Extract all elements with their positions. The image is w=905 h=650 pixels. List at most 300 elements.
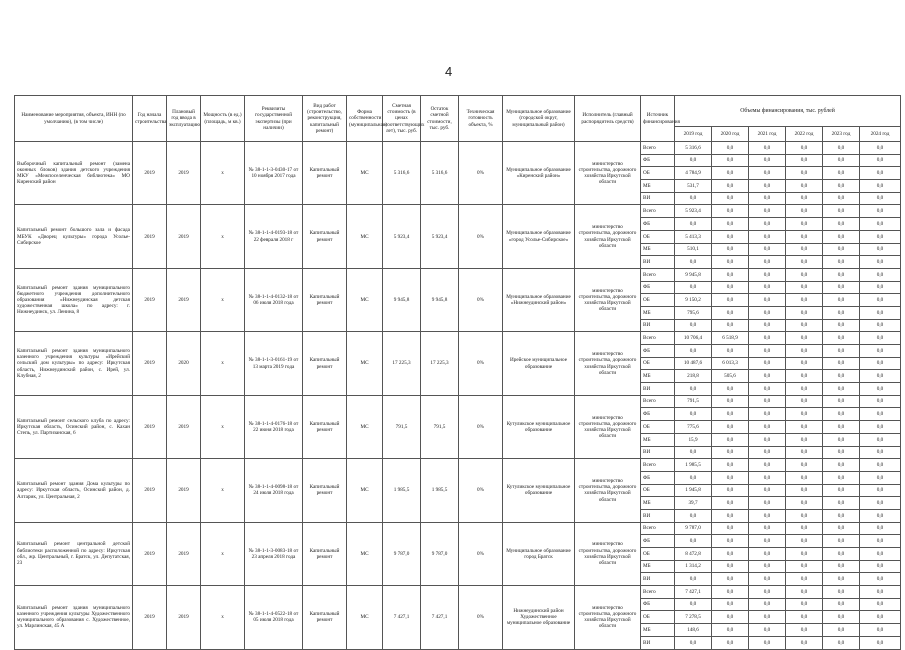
cell-source-label: ОБ <box>641 167 675 180</box>
cell-source-label: ФБ <box>641 154 675 167</box>
cell-amount: 0,0 <box>823 370 860 383</box>
cell-amount: 0,0 <box>786 154 823 167</box>
cell-amount: 0,0 <box>749 573 786 586</box>
cell-amount: 0,0 <box>860 548 901 561</box>
cell-work: Капитальный ремонт <box>303 205 347 268</box>
cell-amount: 0,0 <box>749 509 786 522</box>
cell-ready: 0% <box>459 142 503 205</box>
cell-source-label: ОБ <box>641 357 675 370</box>
cell-amount: 0,0 <box>749 319 786 332</box>
cell-amount: 0,0 <box>860 471 901 484</box>
cell-work: Капитальный ремонт <box>303 268 347 331</box>
cell-source-label: ОБ <box>641 230 675 243</box>
cell-amount: 0,0 <box>786 332 823 345</box>
cell-amount: 0,0 <box>823 218 860 231</box>
cell-amount: 0,0 <box>786 636 823 649</box>
cell-amount: 0,0 <box>823 636 860 649</box>
cell-amount: 0,0 <box>860 205 901 218</box>
cell-source-label: ФБ <box>641 408 675 421</box>
object-row <box>15 205 901 218</box>
object-row <box>15 332 901 345</box>
cell-amount: 0,0 <box>860 636 901 649</box>
cell-ready: 0% <box>459 395 503 458</box>
cell-name: Капитальный ремонт здания муниципального бюджетного учреждения дополнительного образования «Нижнеудинская детская художественная школа» по адресу: г. Нижнеудинск, ул. Ленина, 8 <box>15 268 133 331</box>
cell-end: 2019 <box>167 205 201 268</box>
cell-amount: 0,0 <box>786 560 823 573</box>
cell-amount: 0,0 <box>749 230 786 243</box>
cell-amount: 0,0 <box>712 509 749 522</box>
cell-amount: 0,0 <box>749 180 786 193</box>
cell-mun: Кутуликское муниципальное образование <box>503 459 575 522</box>
cell-amount: 0,0 <box>786 294 823 307</box>
cell-own: МС <box>347 268 383 331</box>
cell-cost: 7 427,1 <box>383 586 421 649</box>
object-row <box>15 268 901 281</box>
cell-exec: министерство строительства, дорожного хозяйства Иркутской области <box>575 268 641 331</box>
cell-amount: 0,0 <box>860 408 901 421</box>
cell-amount: 0,0 <box>823 408 860 421</box>
col-remaining-cost: Остаток сметной стоимости, тыс. руб. <box>421 96 459 142</box>
cell-ready: 0% <box>459 522 503 585</box>
object-row <box>15 522 901 535</box>
cell-amount: 0,0 <box>712 268 749 281</box>
cell-amount: 0,0 <box>749 433 786 446</box>
cell-source-label: Всего <box>641 586 675 599</box>
cell-amount: 8 472,8 <box>675 548 712 561</box>
financing-table <box>14 95 901 650</box>
cell-work: Капитальный ремонт <box>303 459 347 522</box>
cell-amount: 0,0 <box>860 459 901 472</box>
cell-mun: Ирейское муниципальное образование <box>503 332 575 395</box>
cell-amount: 0,0 <box>860 433 901 446</box>
cell-amount: 0,0 <box>712 306 749 319</box>
cell-amount: 0,0 <box>823 611 860 624</box>
cell-amount: 0,0 <box>860 243 901 256</box>
cell-amount: 0,0 <box>749 560 786 573</box>
cell-mun: Муниципальное образование «Киренский район» <box>503 142 575 205</box>
cell-remain: 17 225,3 <box>421 332 459 395</box>
cell-remain: 9 945,8 <box>421 268 459 331</box>
cell-amount: 0,0 <box>786 586 823 599</box>
cell-own: МС <box>347 142 383 205</box>
cell-amount: 0,0 <box>823 154 860 167</box>
cell-amount: 0,0 <box>749 332 786 345</box>
cell-amount: 7 278,5 <box>675 611 712 624</box>
cell-remain: 5 923,4 <box>421 205 459 268</box>
year-header: 2024 год <box>860 127 901 142</box>
cell-amount: 0,0 <box>749 142 786 155</box>
cell-expertise: № 38-1-1-3-0430-17 от 10 ноября 2017 года <box>245 142 303 205</box>
cell-amount: 0,0 <box>823 522 860 535</box>
cell-amount: 5 316,6 <box>675 142 712 155</box>
cell-start: 2019 <box>133 142 167 205</box>
cell-expertise: № 38-1-1-4-0193-18 от 22 февраля 2018 г <box>245 205 303 268</box>
cell-amount: 0,0 <box>860 142 901 155</box>
cell-source-label: МБ <box>641 180 675 193</box>
cell-amount: 0,0 <box>675 218 712 231</box>
cell-amount: 0,0 <box>749 408 786 421</box>
cell-amount: 0,0 <box>786 167 823 180</box>
cell-amount: 0,0 <box>712 154 749 167</box>
year-header: 2023 год <box>823 127 860 142</box>
cell-amount: 0,0 <box>786 446 823 459</box>
cell-amount: 0,0 <box>749 395 786 408</box>
cell-source-label: МБ <box>641 243 675 256</box>
cell-amount: 0,0 <box>860 154 901 167</box>
cell-amount: 775,6 <box>675 421 712 434</box>
cell-amount: 0,0 <box>675 383 712 396</box>
cell-source-label: ВИ <box>641 192 675 205</box>
cell-amount: 0,0 <box>786 535 823 548</box>
cell-amount: 0,0 <box>749 636 786 649</box>
cell-start: 2019 <box>133 332 167 395</box>
cell-amount: 0,0 <box>786 345 823 358</box>
cell-amount: 0,0 <box>749 294 786 307</box>
cell-ready: 0% <box>459 332 503 395</box>
cell-exec: министерство строительства, дорожного хозяйства Иркутской области <box>575 332 641 395</box>
object-row <box>15 586 901 599</box>
cell-cost: 1 985,5 <box>383 459 421 522</box>
cell-amount: 0,0 <box>712 142 749 155</box>
cell-exec: министерство строительства, дорожного хозяйства Иркутской области <box>575 586 641 649</box>
cell-expertise: № 38-1-1-4-0522-18 от 05 июля 2018 года <box>245 586 303 649</box>
cell-amount: 0,0 <box>712 256 749 269</box>
cell-own: МС <box>347 586 383 649</box>
cell-amount: 148,6 <box>675 624 712 637</box>
cell-name: Капитальный ремонт здания муниципального казенного учреждения культуры «Ирейский сельский дом культуры» по адресу: Иркутская область, Нижнеудинский район, с. Ирей, ул. Клубная, 2 <box>15 332 133 395</box>
cell-amount: 0,0 <box>823 205 860 218</box>
cell-exec: министерство строительства, дорожного хозяйства Иркутской области <box>575 205 641 268</box>
cell-source-label: ОБ <box>641 548 675 561</box>
cell-amount: 0,0 <box>675 446 712 459</box>
cell-remain: 791,5 <box>421 395 459 458</box>
cell-amount: 0,0 <box>860 560 901 573</box>
cell-exec: министерство строительства, дорожного хозяйства Иркутской области <box>575 395 641 458</box>
cell-amount: 0,0 <box>749 459 786 472</box>
cell-start: 2019 <box>133 522 167 585</box>
cell-amount: 4 784,9 <box>675 167 712 180</box>
cell-amount: 0,0 <box>823 573 860 586</box>
cell-cost: 791,5 <box>383 395 421 458</box>
cell-source-label: ОБ <box>641 294 675 307</box>
cell-source-label: ВИ <box>641 509 675 522</box>
cell-amount: 0,0 <box>749 281 786 294</box>
cell-amount: 0,0 <box>712 230 749 243</box>
cell-end: 2019 <box>167 268 201 331</box>
cell-amount: 0,0 <box>823 471 860 484</box>
cell-amount: 0,0 <box>823 142 860 155</box>
cell-amount: 0,0 <box>786 192 823 205</box>
cell-amount: 0,0 <box>786 142 823 155</box>
cell-amount: 0,0 <box>860 357 901 370</box>
cell-amount: 0,0 <box>675 573 712 586</box>
cell-amount: 7 427,1 <box>675 586 712 599</box>
cell-amount: 0,0 <box>786 180 823 193</box>
cell-amount: 0,0 <box>712 421 749 434</box>
cell-amount: 0,0 <box>749 598 786 611</box>
cell-amount: 0,0 <box>823 180 860 193</box>
cell-amount: 0,0 <box>860 383 901 396</box>
cell-amount: 0,0 <box>786 471 823 484</box>
cell-source-label: МБ <box>641 433 675 446</box>
cell-amount: 0,0 <box>823 294 860 307</box>
cell-amount: 0,0 <box>749 484 786 497</box>
cell-amount: 0,0 <box>823 446 860 459</box>
cell-amount: 15,9 <box>675 433 712 446</box>
col-start-year: Год начала строительства <box>133 96 167 142</box>
cell-amount: 0,0 <box>712 205 749 218</box>
cell-amount: 0,0 <box>823 459 860 472</box>
cell-amount: 0,0 <box>712 548 749 561</box>
cell-amount: 0,0 <box>786 395 823 408</box>
cell-expertise: № 38-1-1-3-0161-19 от 13 марта 2019 года <box>245 332 303 395</box>
cell-expertise: № 38-1-1-4-0132-18 от 06 июля 2018 года <box>245 268 303 331</box>
cell-amount: 0,0 <box>860 218 901 231</box>
cell-amount: 0,0 <box>786 243 823 256</box>
cell-end: 2019 <box>167 459 201 522</box>
header-row <box>15 96 901 127</box>
cell-amount: 0,0 <box>749 154 786 167</box>
cell-amount: 0,0 <box>860 294 901 307</box>
cell-amount: 0,0 <box>860 167 901 180</box>
cell-ready: 0% <box>459 459 503 522</box>
cell-amount: 0,0 <box>823 421 860 434</box>
cell-mun: Муниципальное образование город Братск <box>503 522 575 585</box>
cell-own: МС <box>347 522 383 585</box>
col-ownership: Форма собственности (муниципальная) <box>347 96 383 142</box>
cell-name: Капитальный ремонт сельского клуба по адресу: Иркутская область, Осинский район, с. Кахан Степь, ул. Партизанская, 6 <box>15 395 133 458</box>
cell-amount: 1 985,5 <box>675 459 712 472</box>
cell-amount: 9 945,8 <box>675 268 712 281</box>
page-number: 4 <box>445 64 453 79</box>
cell-amount: 0,0 <box>675 345 712 358</box>
cell-amount: 0,0 <box>675 256 712 269</box>
cell-amount: 0,0 <box>712 433 749 446</box>
cell-amount: 0,0 <box>823 586 860 599</box>
cell-amount: 0,0 <box>823 624 860 637</box>
cell-amount: 0,0 <box>860 332 901 345</box>
cell-end: 2019 <box>167 586 201 649</box>
cell-mun: Нижнеудинский район Художественное муниципальное образование <box>503 586 575 649</box>
cell-amount: 0,0 <box>712 408 749 421</box>
cell-source-label: ФБ <box>641 345 675 358</box>
cell-work: Капитальный ремонт <box>303 332 347 395</box>
cell-name: Капитальный ремонт здания Дома культуры по адресу: Иркутская область, Осинский район, д. Алтарик, ул. Центральная, 2 <box>15 459 133 522</box>
cell-amount: 0,0 <box>786 509 823 522</box>
cell-amount: 0,0 <box>749 370 786 383</box>
cell-source-label: Всего <box>641 268 675 281</box>
cell-amount: 0,0 <box>823 243 860 256</box>
cell-amount: 0,0 <box>675 636 712 649</box>
cell-amount: 0,0 <box>712 636 749 649</box>
col-name: Наименование мероприятия, объекта, ИНН (по умолчанию), (в том числе) <box>15 96 133 142</box>
cell-source-label: МБ <box>641 306 675 319</box>
cell-amount: 0,0 <box>860 180 901 193</box>
cell-amount: 0,0 <box>823 535 860 548</box>
cell-end: 2019 <box>167 522 201 585</box>
cell-amount: 0,0 <box>786 484 823 497</box>
cell-amount: 9 150,2 <box>675 294 712 307</box>
cell-start: 2019 <box>133 268 167 331</box>
cell-amount: 0,0 <box>712 586 749 599</box>
cell-amount: 0,0 <box>712 243 749 256</box>
cell-end: 2019 <box>167 395 201 458</box>
cell-ready: 0% <box>459 205 503 268</box>
cell-cap: х <box>201 268 245 331</box>
cell-source-label: ФБ <box>641 471 675 484</box>
cell-source-label: МБ <box>641 560 675 573</box>
cell-amount: 0,0 <box>860 586 901 599</box>
cell-amount: 1 314,2 <box>675 560 712 573</box>
cell-amount: 0,0 <box>786 357 823 370</box>
col-finance-title: Объемы финансирования, тыс. рублей <box>675 96 901 127</box>
cell-amount: 0,0 <box>749 268 786 281</box>
cell-amount: 0,0 <box>823 497 860 510</box>
cell-amount: 1 945,8 <box>675 484 712 497</box>
cell-expertise: № 38-1-1-4-0176-18 от 22 июня 2018 года <box>245 395 303 458</box>
cell-amount: 6 518,9 <box>712 332 749 345</box>
cell-amount: 0,0 <box>786 218 823 231</box>
cell-amount: 0,0 <box>712 218 749 231</box>
cell-amount: 0,0 <box>860 192 901 205</box>
cell-amount: 0,0 <box>823 598 860 611</box>
cell-remain: 9 787,0 <box>421 522 459 585</box>
cell-amount: 0,0 <box>860 256 901 269</box>
cell-cap: х <box>201 459 245 522</box>
cell-source-label: Всего <box>641 395 675 408</box>
cell-amount: 0,0 <box>823 357 860 370</box>
cell-amount: 10 487,6 <box>675 357 712 370</box>
cell-amount: 0,0 <box>749 586 786 599</box>
year-header: 2020 год <box>712 127 749 142</box>
cell-amount: 0,0 <box>749 421 786 434</box>
cell-amount: 0,0 <box>749 218 786 231</box>
cell-cap: х <box>201 332 245 395</box>
cell-amount: 795,6 <box>675 306 712 319</box>
cell-amount: 0,0 <box>675 598 712 611</box>
object-row <box>15 395 901 408</box>
cell-own: МС <box>347 205 383 268</box>
cell-amount: 5 923,4 <box>675 205 712 218</box>
cell-amount: 0,0 <box>712 383 749 396</box>
cell-amount: 0,0 <box>860 598 901 611</box>
cell-amount: 0,0 <box>675 535 712 548</box>
cell-source-label: ВИ <box>641 383 675 396</box>
cell-expertise: № 38-1-1-4-0098-18 от 24 июля 2018 года <box>245 459 303 522</box>
cell-amount: 0,0 <box>712 459 749 472</box>
cell-amount: 0,0 <box>786 268 823 281</box>
cell-name: Капитальный ремонт здания муниципального казенного учреждения культуры Художественного муниципального образования с. Художественное, ул. Марлинская, 45 А <box>15 586 133 649</box>
cell-own: МС <box>347 395 383 458</box>
cell-work: Капитальный ремонт <box>303 395 347 458</box>
cell-start: 2019 <box>133 459 167 522</box>
cell-amount: 0,0 <box>712 395 749 408</box>
cell-source-label: ВИ <box>641 446 675 459</box>
cell-amount: 0,0 <box>823 560 860 573</box>
cell-amount: 0,0 <box>786 256 823 269</box>
cell-own: МС <box>347 332 383 395</box>
cell-work: Капитальный ремонт <box>303 142 347 205</box>
cell-amount: 0,0 <box>749 192 786 205</box>
cell-source-label: МБ <box>641 497 675 510</box>
col-end-year: Плановый год ввода в эксплуатацию <box>167 96 201 142</box>
year-header: 2021 год <box>749 127 786 142</box>
cell-amount: 0,0 <box>823 268 860 281</box>
table-body <box>15 142 901 650</box>
cell-own: МС <box>347 459 383 522</box>
cell-amount: 0,0 <box>712 560 749 573</box>
cell-amount: 0,0 <box>675 281 712 294</box>
cell-amount: 0,0 <box>712 624 749 637</box>
cell-amount: 0,0 <box>712 535 749 548</box>
cell-amount: 0,0 <box>823 383 860 396</box>
cell-amount: 0,0 <box>749 611 786 624</box>
cell-amount: 0,0 <box>860 319 901 332</box>
cell-source-label: Всего <box>641 459 675 472</box>
cell-ready: 0% <box>459 586 503 649</box>
cell-amount: 0,0 <box>823 167 860 180</box>
cell-amount: 0,0 <box>786 433 823 446</box>
cell-amount: 0,0 <box>860 573 901 586</box>
cell-amount: 791,5 <box>675 395 712 408</box>
cell-source-label: ВИ <box>641 636 675 649</box>
cell-amount: 0,0 <box>786 408 823 421</box>
cell-amount: 0,0 <box>786 421 823 434</box>
cell-amount: 0,0 <box>823 509 860 522</box>
cell-amount: 0,0 <box>786 230 823 243</box>
cell-work: Капитальный ремонт <box>303 522 347 585</box>
cell-amount: 0,0 <box>823 433 860 446</box>
cell-amount: 10 706,4 <box>675 332 712 345</box>
cell-amount: 0,0 <box>786 205 823 218</box>
cell-amount: 0,0 <box>712 167 749 180</box>
cell-source-label: ОБ <box>641 421 675 434</box>
cell-amount: 0,0 <box>749 497 786 510</box>
cell-amount: 0,0 <box>786 611 823 624</box>
cell-amount: 6 013,3 <box>712 357 749 370</box>
cell-amount: 0,0 <box>786 522 823 535</box>
cell-remain: 5 316,6 <box>421 142 459 205</box>
cell-amount: 0,0 <box>675 154 712 167</box>
cell-amount: 0,0 <box>823 281 860 294</box>
cell-amount: 0,0 <box>712 446 749 459</box>
cell-amount: 0,0 <box>675 471 712 484</box>
cell-amount: 0,0 <box>786 497 823 510</box>
cell-amount: 0,0 <box>823 395 860 408</box>
col-municipality: Муниципальное образование (городской округ, муниципальный район) <box>503 96 575 142</box>
cell-amount: 510,1 <box>675 243 712 256</box>
cell-amount: 0,0 <box>823 484 860 497</box>
cell-source-label: МБ <box>641 370 675 383</box>
cell-amount: 531,7 <box>675 180 712 193</box>
cell-amount: 0,0 <box>860 535 901 548</box>
col-sources: Источник финансирования <box>641 96 675 142</box>
cell-source-label: ОБ <box>641 611 675 624</box>
cell-amount: 0,0 <box>823 256 860 269</box>
cell-amount: 0,0 <box>749 205 786 218</box>
cell-cap: х <box>201 395 245 458</box>
cell-mun: Муниципальное образование «Нижнеудинский район» <box>503 268 575 331</box>
cell-amount: 0,0 <box>749 548 786 561</box>
col-capacity: Мощность (в ед.) (площадь, м кв.) <box>201 96 245 142</box>
cell-source-label: ФБ <box>641 281 675 294</box>
cell-amount: 0,0 <box>712 598 749 611</box>
cell-name: Капитальный ремонт большого зала и фасада МБУК «Дворец культуры» города Усолье-Сибирское <box>15 205 133 268</box>
cell-amount: 0,0 <box>712 192 749 205</box>
cell-amount: 0,0 <box>712 294 749 307</box>
cell-amount: 0,0 <box>860 345 901 358</box>
cell-amount: 0,0 <box>786 306 823 319</box>
